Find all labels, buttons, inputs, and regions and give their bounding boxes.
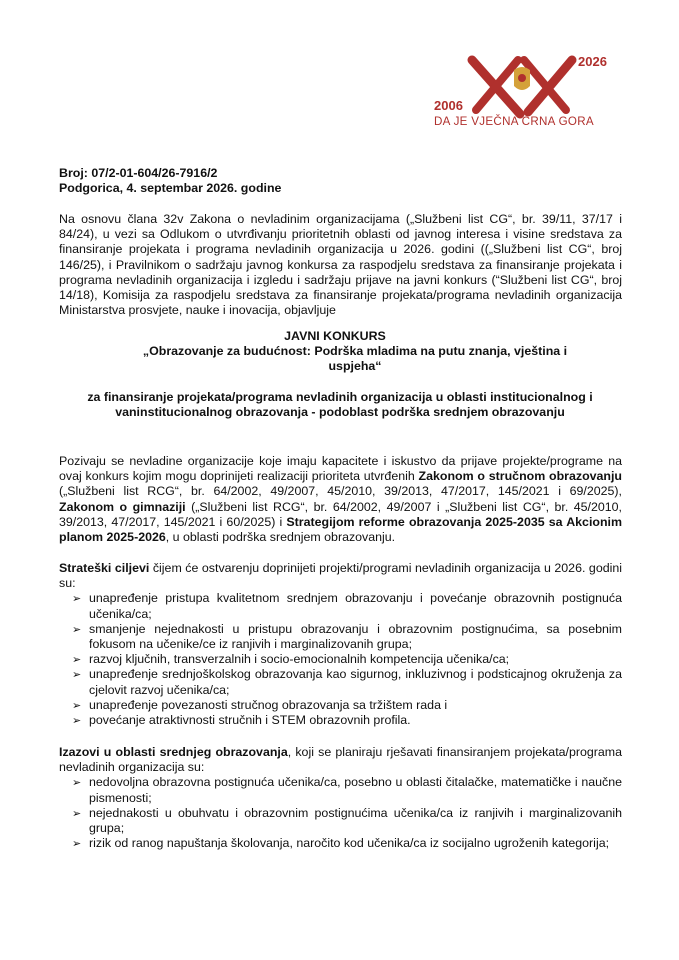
list-item: ➢ unapređenje pristupa kvalitetnom srednjem obrazovanju i povećanje obrazovnih postignuća učenika/ca; [59, 591, 622, 621]
ref-number: Broj: 07/2-01-604/26-7916/2 [59, 166, 218, 180]
invitation-text-1: Pozivaju se nevladine organizacije koje imaju kapacitete i iskustvo da prijave projekte/programe na ovaj konkurs kojim mogu doprinijeti realizaciji prioriteta utvrđenih [59, 454, 622, 484]
place-date: Podgorica, 4. septembar 2026. godine [59, 181, 282, 195]
title-scope: za finansiranje projekata/programa nevladinih organizacija u oblasti institucionalnog i vaninstitucionalnog obrazovanja - podoblast podrška srednjem obrazovanju [87, 390, 593, 420]
invitation-text-3: („Službeni list RCG“, br. 64/2002, 49/2007 i „Službeni list CG“, br. 45/2010, 39/2013, 47/2017, 145/2021 i 60/2025) i [59, 499, 622, 529]
title-heading: JAVNI KONKURS [284, 329, 386, 343]
logo-year-2006: 2006 [434, 98, 463, 113]
intro-text: Na osnovu člana 32v Zakona o nevladinim organizacijama („Službeni list CG“, br. 39/11, 37/17 i 84/24), u vezi sa Odlukom o utvrđivanju prioritetnih oblasti od javnog interesa i visine sredstava za finansiranje projekata i programa nevladinih organizacija u 2026. godini ((„Službeni list CG“, broj 146/25), i Pravilnikom o sadržaju javnog konkursa za raspodjelu sredstava za finansiranje projekata i programa nevladinih organizacija i izgledu i sadržaju prijave na javni konkurs (“Službeni list CG“, broj 14/18), Komisija za raspodjelu sredstava za finansiranje projekata/programa nevladinih organizacija Ministarstva prosvjete, nauke i inovacija, objavljuje [59, 212, 622, 318]
list-item: ➢ razvoj ključnih, transverzalnih i socio-emocionalnih kompetencija učenika/ca; [59, 652, 622, 667]
list-item: ➢ povećanje atraktivnosti stručnih i STEM obrazovnih profila. [59, 713, 622, 728]
logo-year-2026: 2026 [578, 54, 607, 69]
invitation-paragraph [59, 454, 622, 545]
logo-slogan: DA JE VJEČNA CRNA GORA [434, 115, 594, 128]
list-item: ➢ unapređenje srednjoškolskog obrazovanja kao sigurnog, inkluzivnog i podsticajnog okruženja za cjelovit razvoj učenika/ca; [59, 667, 622, 697]
anniversary-logo [432, 52, 612, 142]
list-item: ➢ smanjenje nejednakosti u pristupu obrazovanju i obrazovnim postignućima, sa posebnim fokusom na učenike/ce iz ranjivih i marginalizovanih grupa; [59, 622, 622, 652]
goals-lead-rest: čijem će ostvarenju doprinijeti projekti/programi nevladinih organizacija u 2026. godini su: [59, 561, 623, 591]
goals-list [59, 591, 622, 728]
challenges-list [59, 775, 622, 851]
list-item: ➢ unapređenje povezanosti stručnog obrazovanja sa tržištem rada i [59, 698, 622, 713]
list-item: ➢ nedovoljna obrazovna postignuća učenika/ca, posebno u oblasti čitalačke, matematičke i naučne pismenosti; [59, 775, 622, 805]
invitation-law-gymnasium: Zakonom o gimnaziji [59, 499, 186, 514]
goals-section [59, 561, 622, 728]
invitation-text-2: („Službeni list RCG“, br. 64/2002, 49/2007, 45/2010, 39/2013, 47/2017, 145/2021 i 69/2025), [59, 484, 622, 499]
document-reference [59, 166, 281, 196]
invitation-text-4: , u oblasti podrška srednjem obrazovanju. [165, 530, 396, 545]
title-subtitle: „Obrazovanje za budućnost: Podrška mladima na putu znanja, vještina i uspjeha“ [142, 344, 568, 374]
title-block [120, 329, 590, 375]
title-scope-block [85, 390, 595, 420]
list-item: ➢ rizik od ranog napuštanja školovanja, naročito kod učenika/ca iz socijalno ugroženih kategorija; [59, 836, 622, 851]
challenges-lead-rest: , koji se planiraju rješavati finansiranjem projekata/programa nevladinih organizacija su: [59, 745, 622, 775]
intro-paragraph [59, 212, 622, 318]
list-item: ➢ nejednakosti u obuhvatu i obrazovnim postignućima učenika/ca iz ranjivih i marginalizovanih grupa; [59, 806, 622, 836]
invitation-law-vocational: Zakonom o stručnom obrazovanju [418, 469, 623, 484]
challenges-lead-bold: Izazovi u oblasti srednjeg obrazovanja [59, 745, 288, 759]
invitation-strategy: Strategijom reforme obrazovanja 2025-2035 sa Akcionim planom 2025-2026 [59, 514, 622, 545]
goals-lead-bold: Strateški ciljevi [59, 561, 150, 575]
challenges-section [59, 745, 622, 851]
